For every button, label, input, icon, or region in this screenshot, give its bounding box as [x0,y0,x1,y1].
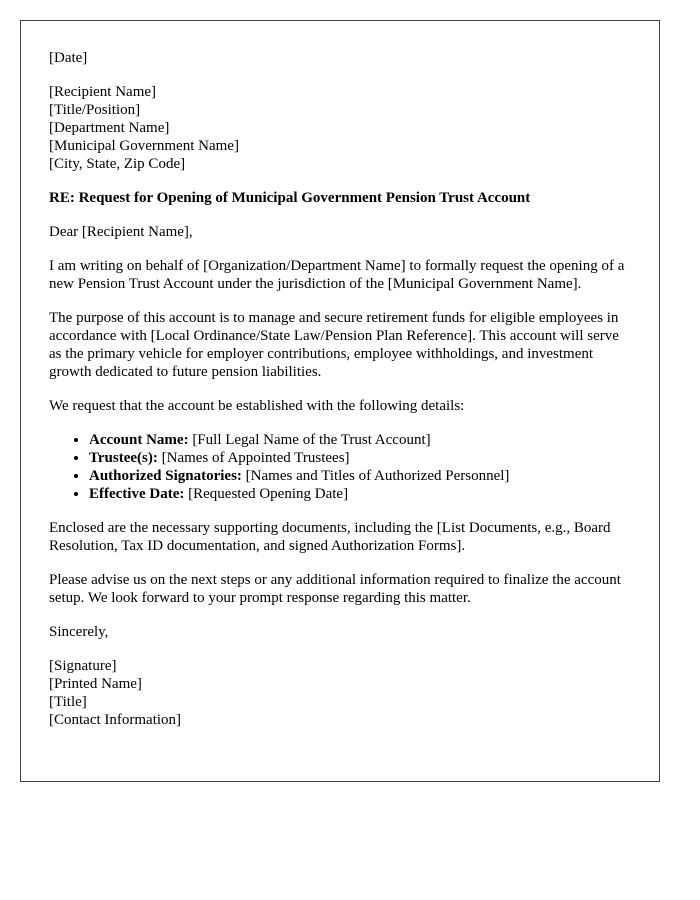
signature: [Signature] [49,658,117,674]
signature-block [49,657,629,729]
request-paragraph: We request that the account be established with the following details: [49,398,465,414]
detail-effective-date [89,485,629,503]
detail-label: Effective Date: [89,486,185,502]
detail-value: [Names of Appointed Trustees] [157,450,350,466]
detail-label: Account Name: [89,432,189,448]
subject-line: RE: Request for Opening of Municipal Government Pension Trust Account [49,190,531,206]
recipient-city-state-zip: [City, State, Zip Code] [49,156,186,172]
detail-authorized-signatories [89,467,629,485]
closing-paragraph: Please advise us on the next steps or any additional information required to finalize the account setup. We look forward to your prompt response regarding this matter. [49,572,621,606]
detail-value: [Names and Titles of Authorized Personnel] [241,468,510,484]
salutation: Dear [Recipient Name], [49,224,193,240]
purpose-paragraph: The purpose of this account is to manage and secure retirement funds for eligible employees in accordance with [Local Ordinance/State Law/Pension Plan Reference]. This account will serve as the primary vehicle for employer contributions, employee withholdings, and investment growth dedicated to future pension liabilities. [49,310,619,380]
detail-account-name [89,431,629,449]
recipient-address [49,83,629,173]
detail-value: [Requested Opening Date] [184,486,349,502]
recipient-government: [Municipal Government Name] [49,138,239,154]
detail-label: Authorized Signatories: [89,468,242,484]
detail-label: Trustee(s): [89,450,158,466]
recipient-title: [Title/Position] [49,102,141,118]
intro-paragraph: I am writing on behalf of [Organization/Department Name] to formally request the opening of a new Pension Trust Account under the jurisdiction of the [Municipal Government Name]. [49,258,625,292]
printed-name: [Printed Name] [49,676,142,692]
letter-body [49,49,629,745]
letter-frame [20,20,660,782]
signer-title: [Title] [49,694,87,710]
recipient-department: [Department Name] [49,120,170,136]
recipient-name: [Recipient Name] [49,84,157,100]
signoff: Sincerely, [49,624,109,640]
detail-trustees [89,449,629,467]
date-line [49,49,629,67]
detail-value: [Full Legal Name of the Trust Account] [188,432,431,448]
account-details-list [49,431,629,503]
contact-information: [Contact Information] [49,712,182,728]
letter-date: [Date] [49,50,88,66]
enclosed-paragraph: Enclosed are the necessary supporting documents, including the [List Documents, e.g., Board Resolution, Tax ID documentation, and signed Authorization Forms]. [49,520,611,554]
